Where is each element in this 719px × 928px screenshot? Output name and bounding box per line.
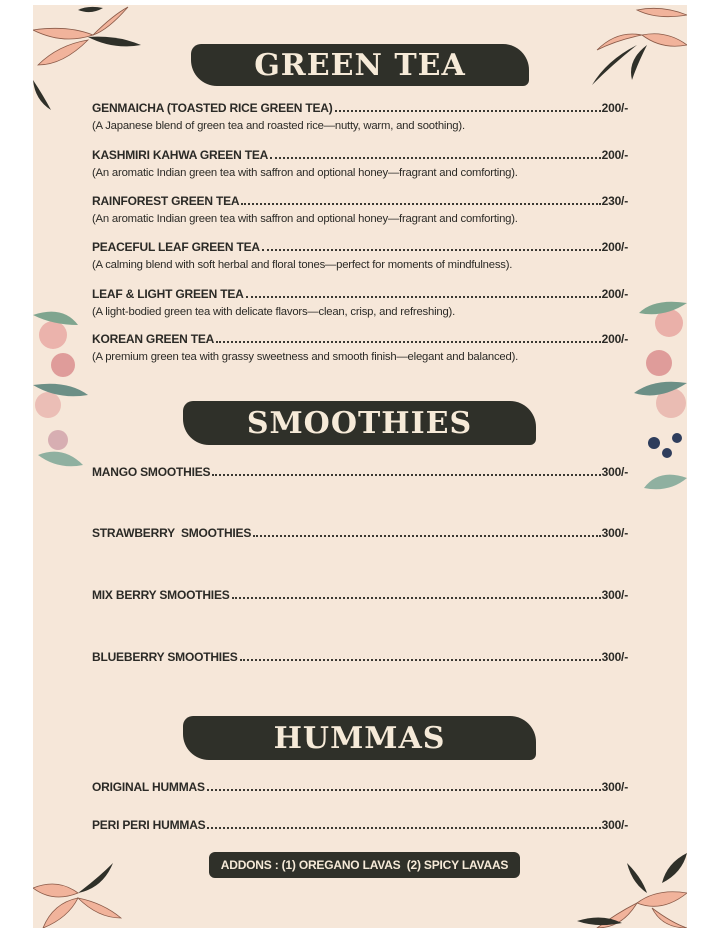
menu-item <box>92 526 628 540</box>
smoothies-banner <box>183 401 536 445</box>
item-name: LEAF & LIGHT GREEN TEA <box>92 287 244 301</box>
item-price: 200/- <box>601 101 628 115</box>
item-name: STRAWBERRY SMOOTHIES <box>92 526 252 540</box>
item-description: (An aromatic Indian green tea with saffron and optional honey—fragrant and comforting). <box>92 213 518 225</box>
section-title: HUMMAS <box>273 720 446 756</box>
item-description: (A light-bodied green tea with delicate flavors—clean, crisp, and refreshing). <box>92 306 456 318</box>
section-title: GREEN TEA <box>254 47 466 83</box>
menu-item <box>92 588 628 602</box>
item-price: 300/- <box>601 588 628 602</box>
menu-item <box>92 465 628 479</box>
menu-item <box>92 332 628 364</box>
menu-item <box>92 650 628 664</box>
addons-badge <box>209 852 520 878</box>
item-price: 300/- <box>601 818 628 832</box>
item-name: MANGO SMOOTHIES <box>92 465 211 479</box>
section-title: SMOOTHIES <box>246 405 473 441</box>
item-description: (A Japanese blend of green tea and roasted rice—nutty, warm, and soothing). <box>92 120 465 132</box>
item-price: 230/- <box>601 194 628 208</box>
menu-item <box>92 240 628 272</box>
hummas-banner <box>183 716 536 760</box>
menu-item <box>92 194 628 226</box>
flower-top-right-icon <box>587 5 687 95</box>
menu-item <box>92 780 628 794</box>
menu-item <box>92 148 628 180</box>
menu-item <box>92 287 628 319</box>
item-description: (A calming blend with soft herbal and floral tones—perfect for moments of mindfulness). <box>92 259 513 271</box>
addons-text: ADDONS : (1) OREGANO LAVAS (2) SPICY LAVAAS <box>220 858 509 872</box>
green-tea-banner <box>191 44 529 86</box>
flower-top-left-icon <box>33 5 143 115</box>
floral-cluster-left-icon <box>33 295 93 480</box>
item-name: BLUEBERRY SMOOTHIES <box>92 650 238 664</box>
item-price: 200/- <box>601 240 628 254</box>
item-name: KASHMIRI KAHWA GREEN TEA <box>92 148 269 162</box>
item-name: PEACEFUL LEAF GREEN TEA <box>92 240 260 254</box>
item-name: MIX BERRY SMOOTHIES <box>92 588 230 602</box>
item-price: 300/- <box>601 650 628 664</box>
item-price: 300/- <box>601 780 628 794</box>
item-price: 200/- <box>601 148 628 162</box>
item-name: PERI PERI HUMMAS <box>92 818 206 832</box>
item-description: (An aromatic Indian green tea with saffron and optional honey—fragrant and comforting). <box>92 167 518 179</box>
item-price: 300/- <box>601 526 628 540</box>
menu-item <box>92 818 628 832</box>
flower-bottom-left-icon <box>33 858 123 928</box>
item-price: 200/- <box>601 332 628 346</box>
menu-item <box>92 101 628 133</box>
menu-page <box>33 5 687 928</box>
item-price: 300/- <box>601 465 628 479</box>
flower-bottom-right-icon <box>577 843 687 928</box>
item-name: ORIGINAL HUMMAS <box>92 780 205 794</box>
floral-cluster-right-icon <box>629 283 687 498</box>
item-name: GENMAICHA (TOASTED RICE GREEN TEA) <box>92 101 333 115</box>
item-description: (A premium green tea with grassy sweetness and smooth finish—elegant and balanced). <box>92 351 519 363</box>
item-name: RAINFOREST GREEN TEA <box>92 194 240 208</box>
item-name: KOREAN GREEN TEA <box>92 332 215 346</box>
item-price: 200/- <box>601 287 628 301</box>
